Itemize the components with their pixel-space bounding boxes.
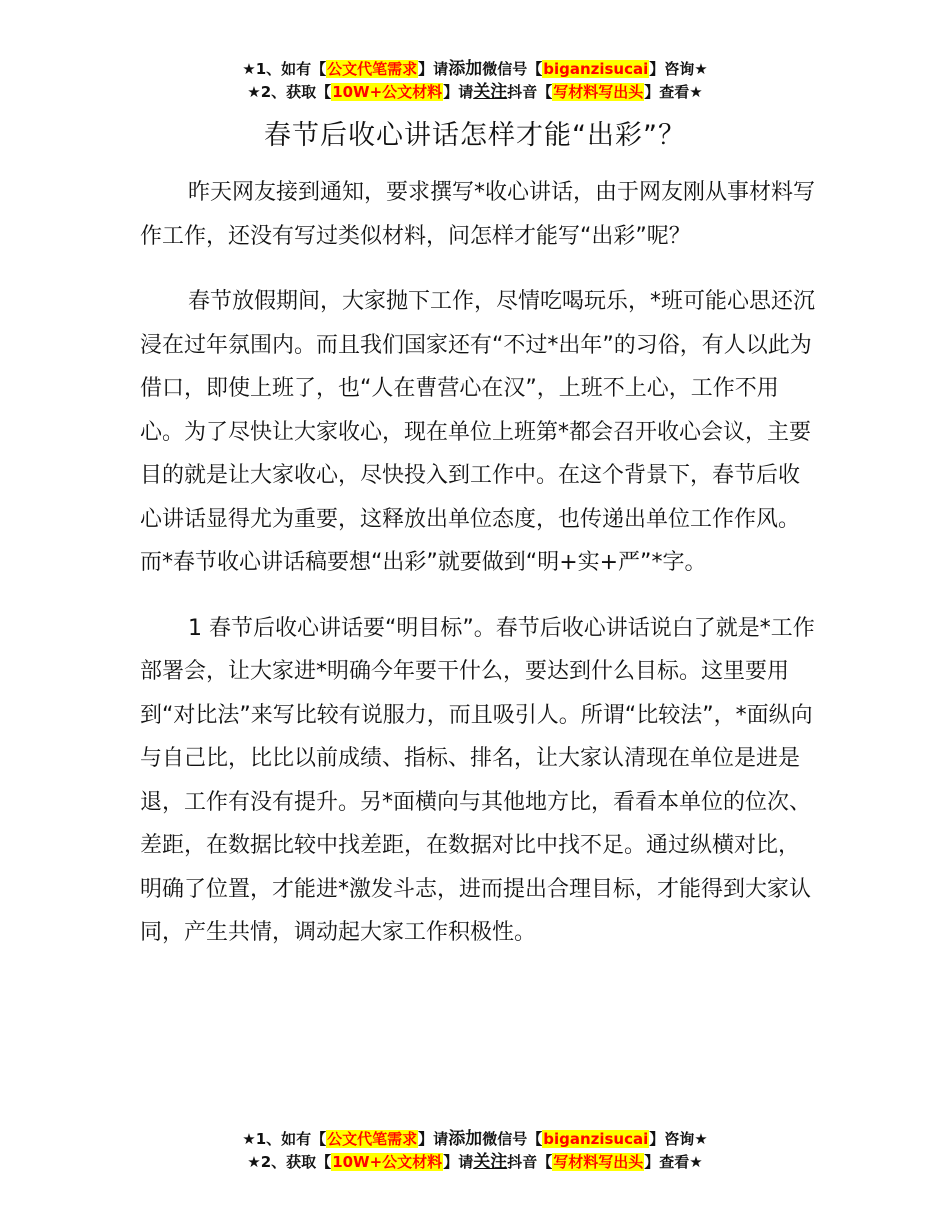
ad-highlight-ghostwriting: 公文代笔需求 bbox=[327, 1130, 418, 1148]
footer-ad-line2 bbox=[0, 1151, 950, 1174]
ad-text: ★2、获取【 bbox=[247, 83, 332, 101]
header-ad-line2 bbox=[0, 81, 950, 104]
ad-text: ★2、获取【 bbox=[247, 1153, 332, 1171]
paragraph: 1 春节后收心讲话要“明目标”。春节后收心讲话说白了就是*工作部署会，让大家进*明确今年要干什么，要达到什么目标。这里要用到“对比法”来写比较有说服力，而且吸引人。所谓“比较法”，*面纵向与自己比，比比以前成绩、指标、排名，让大家认清现在单位是进是退，工作有没有提升。另*面横向与其他地方比，看看本单位的位次、差距，在数据比较中找差距，在数据对比中找不足。通过纵横对比，明确了位置，才能进*激发斗志，进而提出合理目标，才能得到大家认同，产生共情，调动起大家工作积极性。 bbox=[140, 615, 815, 945]
footer-ad bbox=[0, 1128, 950, 1174]
header-ad-line1 bbox=[0, 58, 950, 81]
ad-text: 】咨询★ bbox=[649, 60, 708, 78]
document-body bbox=[140, 171, 820, 977]
document-title: 春节后收心讲话怎样才能“出彩”？ bbox=[264, 120, 686, 151]
ad-text: 】咨询★ bbox=[649, 1130, 708, 1148]
ad-highlight-materials: 10W+公文材料 bbox=[332, 83, 443, 101]
ad-emphasis-add: 添加 bbox=[448, 59, 483, 79]
ad-highlight-wechat-id: biganzisucai bbox=[543, 1130, 649, 1148]
ad-text: 】查看★ bbox=[644, 1153, 703, 1171]
ad-highlight-ghostwriting: 公文代笔需求 bbox=[327, 60, 418, 78]
ad-emphasis-follow: 关注 bbox=[473, 82, 508, 102]
ad-text: ★1、如有【 bbox=[242, 1130, 327, 1148]
ad-emphasis-follow: 关注 bbox=[473, 1152, 508, 1172]
ad-highlight-douyin: 写材料写出头 bbox=[553, 1153, 644, 1171]
ad-emphasis-add: 添加 bbox=[448, 1129, 483, 1149]
ad-text: 】请 bbox=[443, 1153, 474, 1171]
ad-text: 抖音【 bbox=[507, 1153, 553, 1171]
ad-highlight-douyin: 写材料写出头 bbox=[553, 83, 644, 101]
header-ad bbox=[0, 58, 950, 104]
ad-highlight-materials: 10W+公文材料 bbox=[332, 1153, 443, 1171]
ad-text: 抖音【 bbox=[507, 83, 553, 101]
ad-text: 】查看★ bbox=[644, 83, 703, 101]
paragraph: 春节放假期间，大家抛下工作，尽情吃喝玩乐，*班可能心思还沉浸在过年氛围内。而且我们国家还有“不过*出年”的习俗，有人以此为借口，即使上班了，也“人在曹营心在汉”，上班不上心，工作不用心。为了尽快让大家收心，现在单位上班第*都会召开收心会议，主要目的就是让大家收心，尽快投入到工作中。在这个背景下，春节后收心讲话显得尤为重要，这释放出单位态度，也传递出单位工作作风。而*春节收心讲话稿要想“出彩”就要做到“明+实+严”*字。 bbox=[140, 289, 816, 575]
ad-text: 微信号【 bbox=[482, 60, 543, 78]
ad-text: 】请 bbox=[418, 60, 449, 78]
ad-text: 】请 bbox=[443, 83, 474, 101]
paragraph: 昨天网友接到通知，要求撰写*收心讲话，由于网友刚从事材料写作工作，还没有写过类似材料，问怎样才能写“出彩”呢？ bbox=[140, 180, 816, 249]
ad-text: ★1、如有【 bbox=[242, 60, 327, 78]
ad-highlight-wechat-id: biganzisucai bbox=[543, 60, 649, 78]
footer-ad-line1 bbox=[0, 1128, 950, 1151]
ad-text: 】请 bbox=[418, 1130, 449, 1148]
ad-text: 微信号【 bbox=[482, 1130, 543, 1148]
